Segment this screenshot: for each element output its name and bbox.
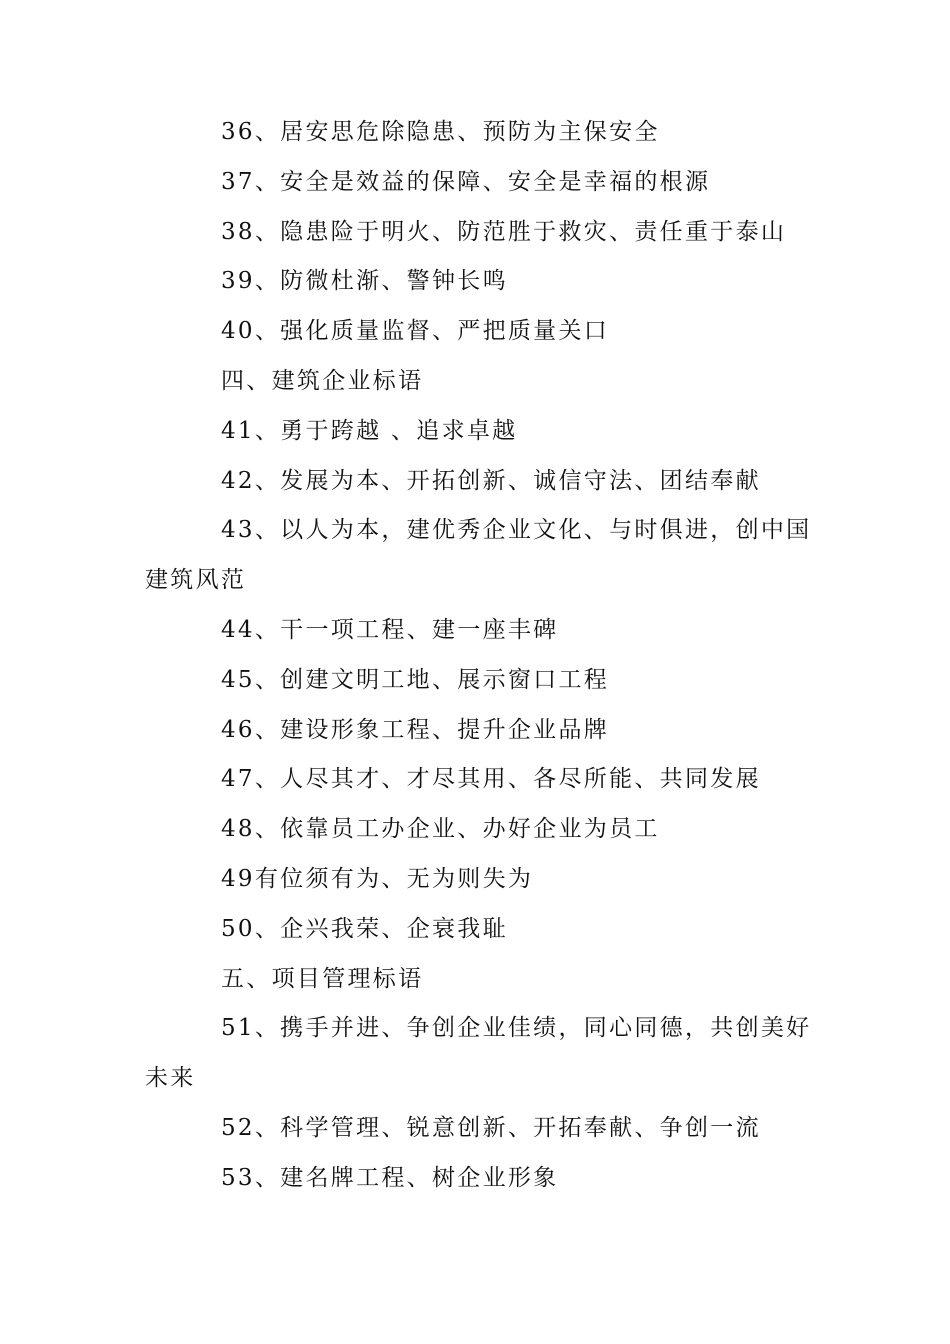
slogan-line: 50、企兴我荣、企衰我耻 [221, 915, 508, 942]
slogan-line: 53、建名牌工程、树企业形象 [221, 1164, 559, 1191]
slogan-line: 42、发展为本、开拓创新、诚信守法、团结奉献 [221, 467, 761, 494]
slogan-line: 39、防微杜渐、警钟长鸣 [221, 268, 508, 295]
slogan-line: 45、创建文明工地、展示窗口工程 [221, 666, 610, 693]
slogan-line: 40、强化质量监督、严把质量关口 [221, 318, 610, 345]
section-heading: 四、建筑企业标语 [221, 367, 424, 394]
slogan-line-continuation: 建筑风范 [145, 567, 247, 594]
slogan-line: 44、干一项工程、建一座丰碑 [221, 616, 559, 643]
slogan-line: 37、安全是效益的保障、安全是幸福的根源 [221, 168, 711, 195]
slogan-line: 46、建设形象工程、提升企业品牌 [221, 716, 610, 743]
document-body [145, 108, 810, 1204]
slogan-line: 52、科学管理、锐意创新、开拓奉献、争创一流 [221, 1114, 761, 1141]
slogan-line: 51、携手并进、争创企业佳绩，同心同德，共创美好 [221, 1015, 812, 1042]
section-heading: 五、项目管理标语 [221, 965, 424, 992]
slogan-line: 47、人尽其才、才尽其用、各尽所能、共同发展 [221, 766, 761, 793]
slogan-line: 41、勇于跨越 、追求卓越 [221, 417, 518, 444]
slogan-line: 38、隐患险于明火、防范胜于救灾、责任重于泰山 [221, 218, 787, 245]
slogan-line: 48、依靠员工办企业、办好企业为员工 [221, 816, 660, 843]
slogan-line-continuation: 未来 [145, 1065, 196, 1092]
slogan-line: 43、以人为本，建优秀企业文化、与时俱进，创中国 [221, 517, 812, 544]
slogan-line: 36、居安思危除隐患、预防为主保安全 [221, 119, 660, 145]
slogan-line: 49有位须有为、无为则失为 [221, 865, 534, 892]
